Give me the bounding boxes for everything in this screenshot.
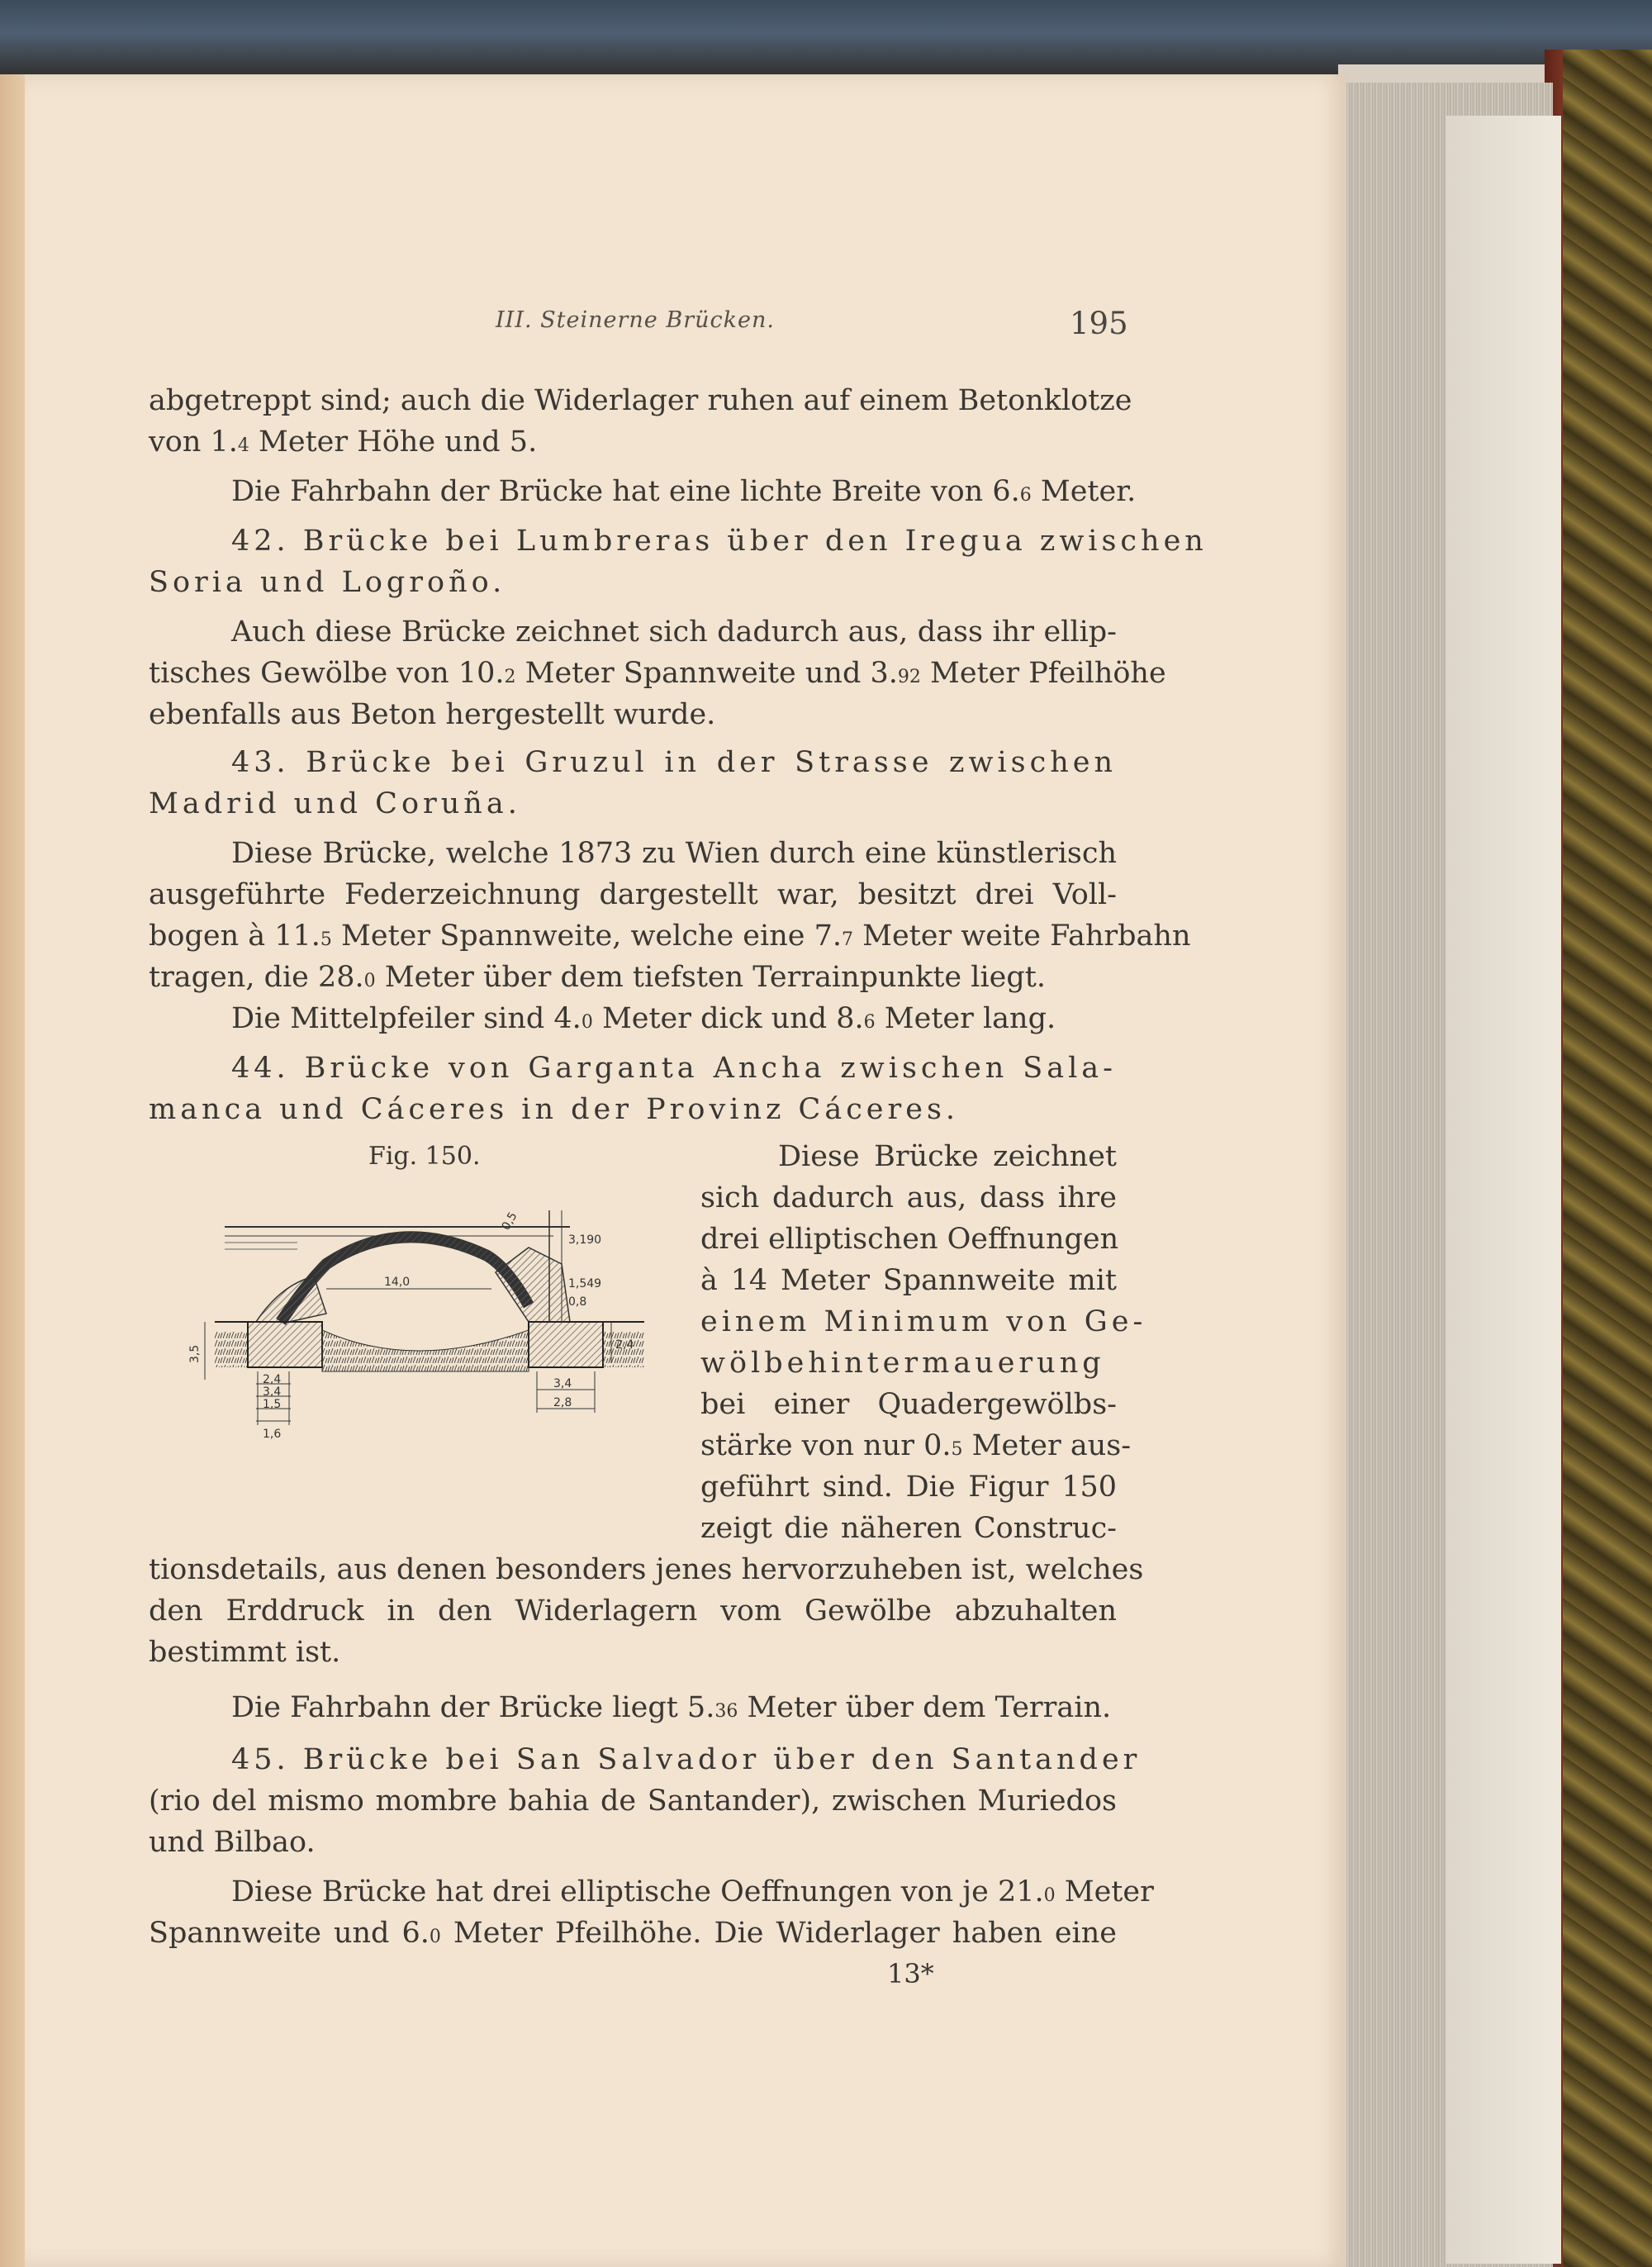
dim-24-left: 2,4	[263, 1373, 282, 1386]
text-line: geführt sind. Die Figur 150	[700, 1471, 1117, 1504]
text-line: tragen, die 28.0 Meter über dem tiefsten Terrainpunkte liegt.	[149, 961, 1046, 994]
page-number: 195	[1070, 306, 1128, 341]
text-line: und Bilbao.	[149, 1826, 316, 1859]
section-heading: Madrid und Coruña.	[149, 787, 521, 820]
text-line: Diese Brücke, welche 1873 zu Wien durch eine künstlerisch	[231, 837, 1117, 870]
section-heading: manca und Cáceres in der Provinz Cáceres.	[149, 1093, 960, 1126]
text-line: stärke von nur 0.5 Meter aus-	[700, 1429, 1132, 1462]
section-heading: 45. Brücke bei San Salvador über den Santander	[231, 1743, 1142, 1776]
text-line: drei elliptischen Oeffnungen	[700, 1223, 1119, 1256]
text-line: Die Fahrbahn der Brücke liegt 5.36 Meter über dem Terrain.	[231, 1691, 1112, 1724]
dim-arch-thickness: 0,5	[499, 1210, 520, 1233]
text-line: Spannweite und 6.0 Meter Pfeilhöhe. Die Widerlager haben eine	[149, 1917, 1118, 1950]
signature-mark: 13*	[887, 1958, 934, 1989]
text-line: sich dadurch aus, dass ihre	[700, 1181, 1117, 1214]
bridge-figure	[182, 1198, 677, 1528]
section-heading: 43. Brücke bei Gruzul in der Strasse zwischen	[231, 746, 1117, 779]
text-line: wölbehintermauerung	[700, 1347, 1105, 1380]
text-line: abgetreppt sind; auch die Widerlager ruhen auf einem Betonklotze	[149, 384, 1132, 417]
text-line: Diese Brücke zeichnet	[778, 1140, 1117, 1173]
dim-34-left: 3,4	[263, 1385, 282, 1399]
text-line: Auch diese Brücke zeichnet sich dadurch aus, dass ihr ellip-	[231, 615, 1117, 649]
text-line: ebenfalls aus Beton hergestellt wurde.	[149, 698, 716, 731]
dim-28: 2,8	[553, 1396, 572, 1409]
text-line: Die Mittelpfeiler sind 4.0 Meter dick und 8.6 Meter lang.	[231, 1002, 1056, 1035]
text-line: à 14 Meter Spannweite mit	[700, 1264, 1117, 1297]
text-line: Diese Brücke hat drei elliptische Oeffnungen von je 21.0 Meter	[231, 1875, 1154, 1908]
section-heading: 42. Brücke bei Lumbreras über den Iregua zwischen	[231, 525, 1208, 558]
text-line: von 1.4 Meter Höhe und 5.	[149, 425, 538, 459]
dim-34-right: 3,4	[553, 1377, 572, 1390]
text-line: einem Minimum von Ge-	[700, 1305, 1147, 1338]
running-head: III. Steinerne Brücken.	[496, 307, 775, 333]
dim-24-right: 2,4	[615, 1338, 634, 1352]
section-heading: 44. Brücke von Garganta Ancha zwischen Sala-	[231, 1052, 1117, 1085]
dim-08: 0,8	[568, 1295, 587, 1309]
text-line: zeigt die näheren Construc-	[700, 1512, 1117, 1545]
text-line: ausgeführte Federzeichnung dargestellt war, besitzt drei Voll-	[149, 878, 1117, 911]
text-line: (rio del mismo mombre bahia de Santander), zwischen Muriedos	[149, 1785, 1117, 1818]
dim-16: 1,6	[263, 1428, 282, 1441]
dim-1549: 1,549	[568, 1277, 602, 1290]
figure-caption: Fig. 150.	[368, 1142, 481, 1171]
text-line: tionsdetails, aus denen besonders jenes hervorzuheben ist, welches	[149, 1553, 1144, 1586]
dim-left-height: 3,5	[188, 1344, 202, 1363]
next-page-edge	[1446, 116, 1561, 2264]
dim-span: 14,0	[384, 1276, 411, 1289]
text-line: den Erddruck in den Widerlagern vom Gewölbe abzuhalten	[149, 1595, 1117, 1628]
text-line: tisches Gewölbe von 10.2 Meter Spannweite und 3.92 Meter Pfeilhöhe	[149, 657, 1166, 690]
text-line: bogen à 11.5 Meter Spannweite, welche eine 7.7 Meter weite Fahrbahn	[149, 920, 1191, 953]
section-heading: Soria und Logroño.	[149, 566, 506, 599]
dim-15: 1,5	[263, 1398, 282, 1411]
text-line: bestimmt ist.	[149, 1636, 341, 1669]
dim-height-right: 3,190	[568, 1233, 602, 1247]
text-line: bei einer Quadergewölbs-	[700, 1388, 1117, 1421]
text-line: Die Fahrbahn der Brücke hat eine lichte Breite von 6.6 Meter.	[231, 475, 1137, 508]
